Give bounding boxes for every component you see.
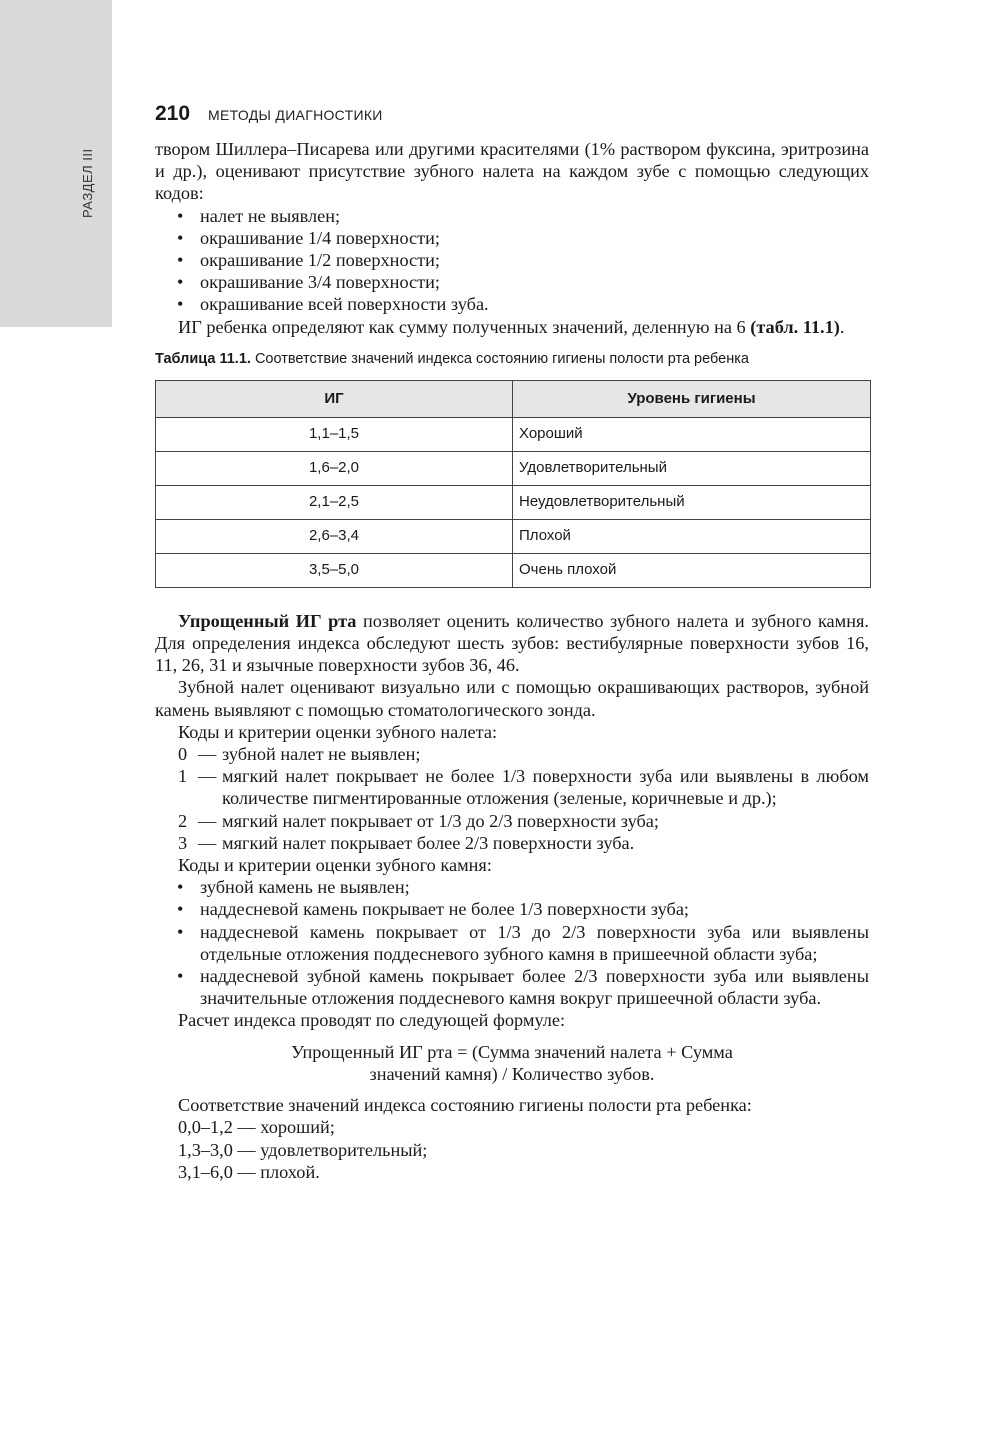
list-item	[155, 743, 869, 765]
cell-level: Хороший	[513, 417, 871, 451]
cell-level: Неудовлетворительный	[513, 485, 871, 519]
column-header-level: Уровень гигиены	[513, 380, 871, 417]
plaque-codes-title: Коды и критерии оценки зубного налета:	[178, 721, 498, 742]
code-number: 2	[178, 810, 188, 831]
table-caption-label: Таблица 11.1.	[155, 350, 251, 367]
table-row	[156, 417, 871, 451]
list-item	[155, 832, 869, 854]
cell-ig: 2,1–2,5	[156, 485, 513, 519]
calculus-codes-title: Коды и критерии оценки зубного камня:	[178, 855, 492, 876]
calculus-code-list	[155, 876, 869, 1009]
cell-level: Очень плохой	[513, 553, 871, 587]
section-side-label: РАЗДЕЛ III	[80, 148, 95, 218]
simplified-ig-text: позволяет оценить количество зубного налета и зубного камня. Для определения индекса обследуют шесть зубов: вестибулярные поверхности зубов 16, 11, 26, 31 и язычные поверхности зубов 36, 46.	[155, 610, 869, 676]
correspondence-line: 0,0–1,2 — хороший;	[178, 1117, 335, 1138]
table-row	[156, 451, 871, 485]
cell-ig: 1,1–1,5	[156, 417, 513, 451]
page-body	[155, 138, 869, 1183]
table-caption	[155, 350, 869, 368]
visual-assessment-paragraph: Зубной налет оценивают визуально или с помощью окрашивающих растворов, зубной камень выявляют с помощью стоматологического зонда.	[155, 677, 869, 720]
page-number: 210	[155, 102, 191, 125]
code-dash: —	[198, 810, 217, 831]
list-item: • наддесневой камень покрывает не более 1/3 поверхности зуба;	[155, 898, 869, 920]
list-item: • зубной камень не выявлен;	[155, 876, 869, 898]
ig-sum-paragraph	[155, 316, 869, 338]
code-number: 0	[178, 744, 188, 765]
formula-intro: Расчет индекса проводят по следующей формуле:	[178, 1010, 566, 1031]
list-item: • наддесневой камень покрывает от 1/3 до 2/3 поверхности зуба или выявлены отдельные отложения поддесневого зубного камня в пришеечной области зуба;	[155, 921, 869, 965]
code-dash: —	[198, 744, 217, 765]
table-reference: (табл. 11.1)	[750, 316, 840, 337]
code-dash: —	[198, 766, 217, 787]
cell-level: Удовлетворительный	[513, 451, 871, 485]
formula-block	[155, 1041, 869, 1085]
table-row	[156, 485, 871, 519]
code-text: зубной налет не выявлен;	[222, 744, 421, 765]
intro-paragraph: твором Шиллера–Писарева или другими красителями (1% раствором фуксина, эритрозина и др.), оценивают присутствие зубного налета на каждом зубе с помощью следующих кодов:	[155, 139, 869, 204]
running-header	[155, 102, 383, 132]
section-title: МЕТОДЫ ДИАГНОСТИКИ	[208, 107, 383, 123]
correspondence-line: 1,3–3,0 — удовлетворительный;	[178, 1139, 428, 1160]
list-item: • окрашивание 3/4 поверхности;	[155, 271, 869, 293]
code-dash: —	[198, 832, 217, 853]
simplified-ig-term: Упрощенный ИГ рта	[178, 610, 357, 631]
code-text: мягкий налет покрывает более 2/3 поверхности зуба.	[222, 832, 635, 853]
list-item: • налет не выявлен;	[155, 205, 869, 227]
correspondence-title: Соответствие значений индекса состоянию гигиены полости рта ребенка:	[178, 1095, 752, 1116]
list-item: • окрашивание 1/2 поверхности;	[155, 249, 869, 271]
code-number: 1	[178, 766, 188, 787]
cell-ig: 3,5–5,0	[156, 553, 513, 587]
hygiene-index-table	[155, 380, 871, 588]
correspondence-line: 3,1–6,0 — плохой.	[178, 1161, 320, 1182]
formula-line-1: Упрощенный ИГ рта = (Сумма значений налета + Сумма	[291, 1041, 733, 1062]
formula-line-2: значений камня) / Количество зубов.	[369, 1063, 655, 1084]
list-item	[155, 810, 869, 832]
column-header-ig: ИГ	[156, 380, 513, 417]
cell-ig: 1,6–2,0	[156, 451, 513, 485]
cell-ig: 2,6–3,4	[156, 519, 513, 553]
plaque-stain-code-list	[155, 205, 869, 316]
list-item: • окрашивание 1/4 поверхности;	[155, 227, 869, 249]
code-text: мягкий налет покрывает не более 1/3 поверхности зуба или выявлены в любом количестве пигментированные отложения (зеленые, коричневые и др.);	[222, 766, 869, 809]
cell-level: Плохой	[513, 519, 871, 553]
table-row	[156, 553, 871, 587]
plaque-code-list	[155, 743, 869, 854]
list-item: • окрашивание всей поверхности зуба.	[155, 293, 869, 315]
table-header-row	[156, 380, 871, 417]
simplified-ig-paragraph	[155, 610, 869, 677]
ig-sum-text: ИГ ребенка определяют как сумму полученных значений, деленную на 6	[178, 316, 751, 337]
ig-sum-end: .	[839, 316, 845, 337]
list-item	[155, 765, 869, 809]
list-item: • наддесневой зубной камень покрывает более 2/3 поверхности зуба или выявлены значительные отложения поддесневого камня вокруг пришеечной области зуба.	[155, 965, 869, 1009]
code-number: 3	[178, 832, 188, 853]
table-caption-text: Соответствие значений индекса состоянию гигиены полости рта ребенка	[250, 350, 749, 367]
code-text: мягкий налет покрывает от 1/3 до 2/3 поверхности зуба;	[222, 810, 660, 831]
table-row	[156, 519, 871, 553]
